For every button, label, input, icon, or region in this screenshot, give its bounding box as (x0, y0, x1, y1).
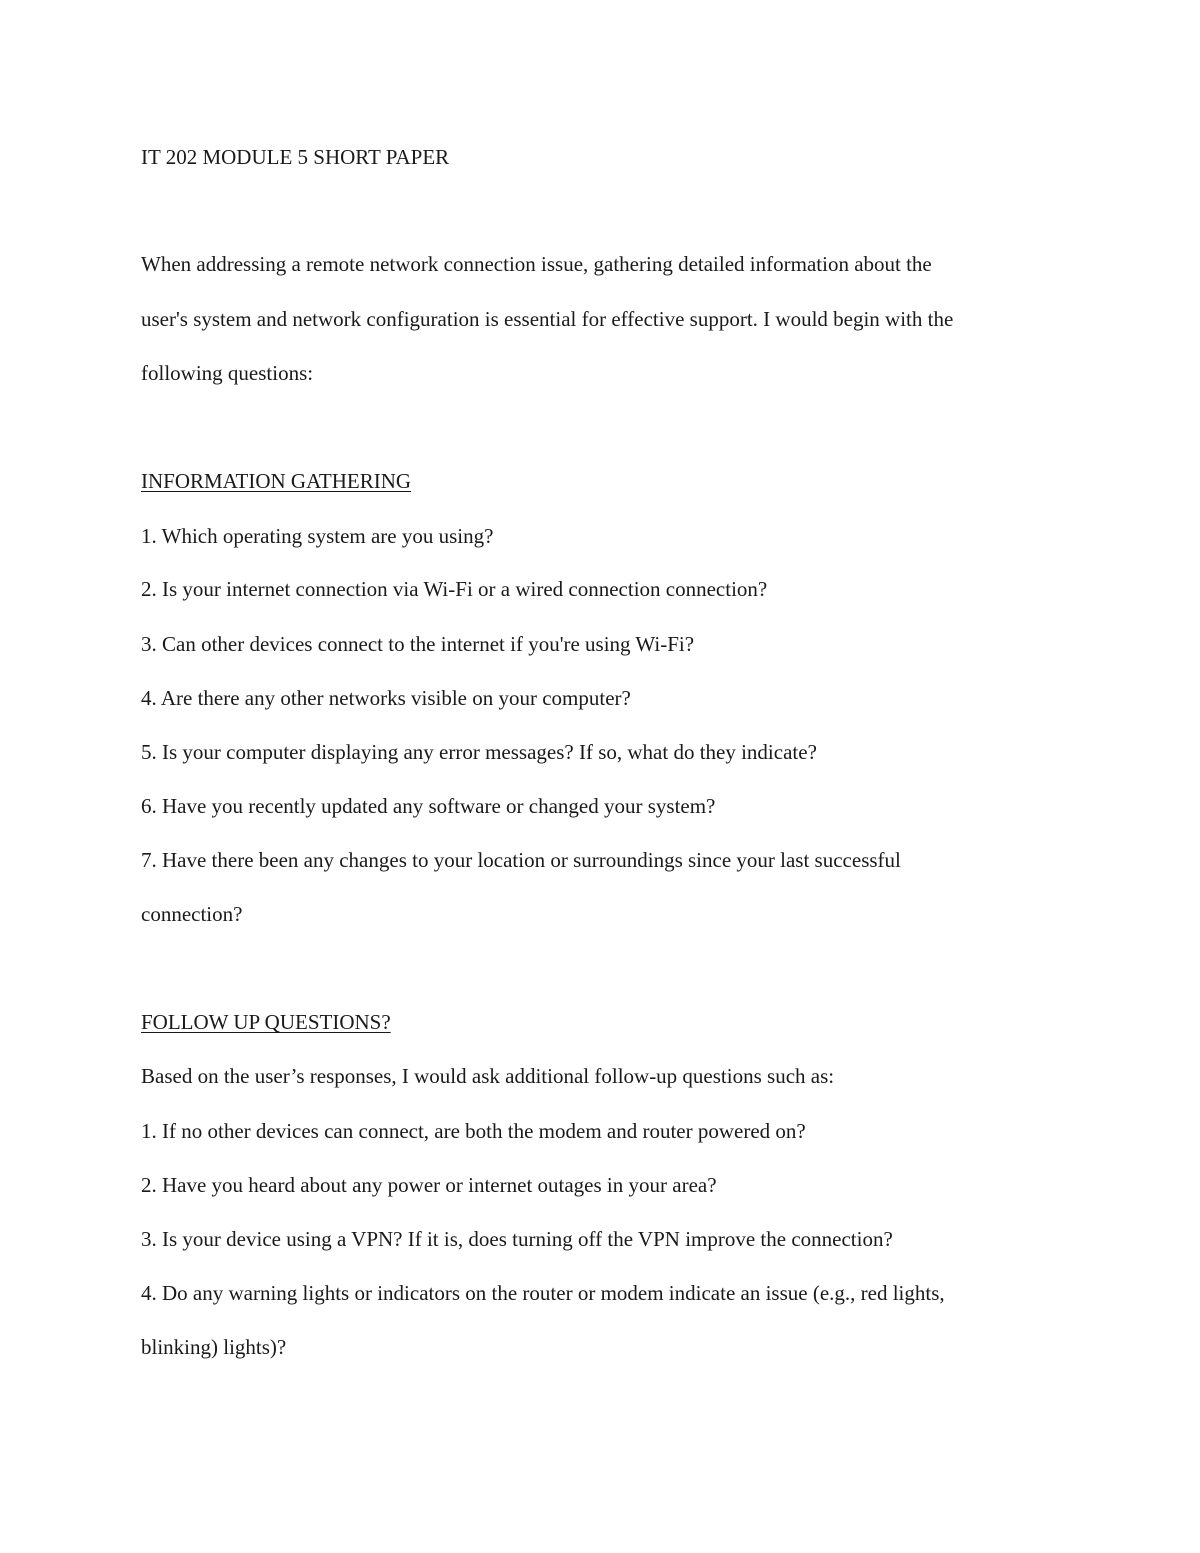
intro-line-2: user's system and network configuration is essential for effective support. I would begin with the (141, 307, 954, 331)
info-question-4: 4. Are there any other networks visible on your computer? (141, 686, 631, 710)
intro-line-3: following questions: (141, 361, 314, 385)
follow-up-question-4-continued: blinking) lights)? (141, 1335, 287, 1359)
follow-up-intro: Based on the user’s responses, I would ask additional follow-up questions such as: (141, 1064, 835, 1088)
info-question-7-continued: connection? (141, 902, 243, 926)
info-question-6: 6. Have you recently updated any software or changed your system? (141, 794, 716, 818)
follow-up-question-1: 1. If no other devices can connect, are both the modem and router powered on? (141, 1119, 806, 1143)
follow-up-question-2: 2. Have you heard about any power or internet outages in your area? (141, 1173, 717, 1197)
info-question-2: 2. Is your internet connection via Wi-Fi or a wired connection connection? (141, 577, 768, 601)
section-heading-information-gathering: INFORMATION GATHERING (141, 469, 412, 493)
info-question-7: 7. Have there been any changes to your location or surroundings since your last successful (141, 848, 901, 872)
info-question-5: 5. Is your computer displaying any error messages? If so, what do they indicate? (141, 740, 817, 764)
follow-up-question-3: 3. Is your device using a VPN? If it is, does turning off the VPN improve the connection? (141, 1227, 893, 1251)
info-question-3: 3. Can other devices connect to the internet if you're using Wi-Fi? (141, 632, 695, 656)
document-title: IT 202 MODULE 5 SHORT PAPER (141, 145, 450, 169)
intro-line-1: When addressing a remote network connection issue, gathering detailed information about the (141, 252, 932, 276)
info-question-1: 1. Which operating system are you using? (141, 524, 494, 548)
follow-up-question-4: 4. Do any warning lights or indicators on the router or modem indicate an issue (e.g., red lights, (141, 1281, 945, 1305)
section-heading-follow-up: FOLLOW UP QUESTIONS? (141, 1010, 391, 1034)
